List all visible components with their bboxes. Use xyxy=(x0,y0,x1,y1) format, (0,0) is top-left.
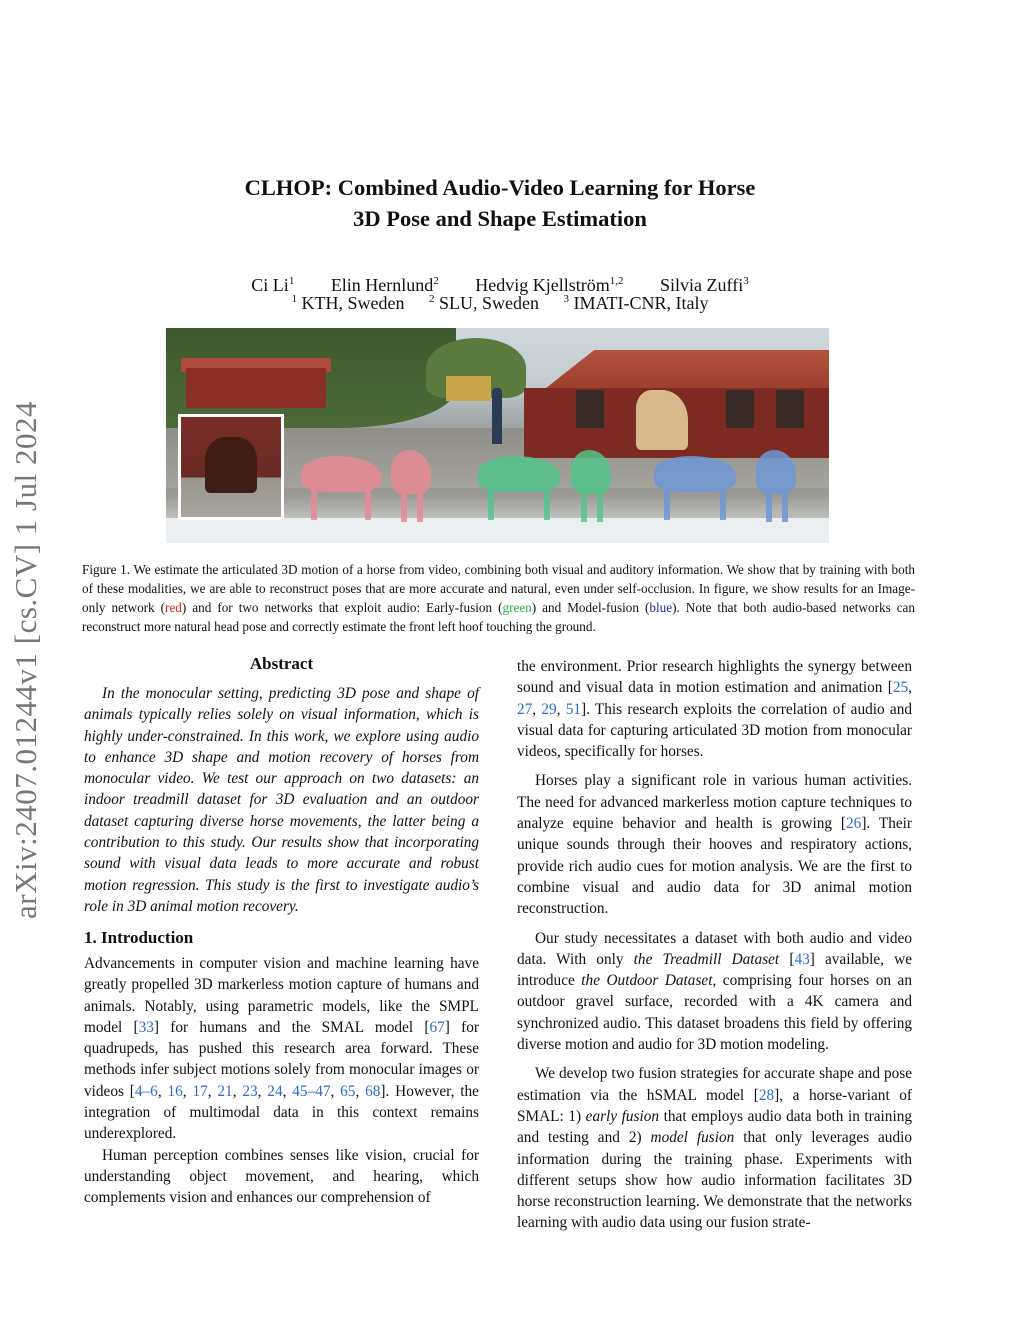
citation-link[interactable]: 67 xyxy=(429,1018,445,1036)
citation-link[interactable]: 16 xyxy=(167,1082,183,1100)
citation-link[interactable]: 23 xyxy=(242,1082,258,1100)
figure-1-image xyxy=(166,328,829,543)
barn-door xyxy=(776,390,804,428)
citation-link[interactable]: 27 xyxy=(517,700,533,718)
section-heading-introduction: 1. Introduction xyxy=(84,928,194,947)
abstract-heading: Abstract xyxy=(249,654,314,673)
input-image-inset xyxy=(178,414,284,520)
author: Ci Li$^1$ xyxy=(251,275,295,295)
affiliation-list xyxy=(150,293,850,314)
right-column-text: the environment. Prior research highlights the synergy between sound and visual data in motion estimation and animation [25, 27, 29, 51]. This research exploits the correlation of audio and visual data for capturing articulated 3D motion from monocular videos, specifically for horses. Horses play a significant role in various human activities. The need for advanced markerless motion capture techniques to analyze equine behavior and health is growing [26]. Their unique sounds through their hooves and respiratory actions, provide rich audio cues for motion analysis. We are the first to combine visual and audio data for 3D animal motion reconstruction. Our study necessitates a dataset with both audio and video data. With only the Treadmill Dataset [43] available, we introduce the Outdoor Dataset, comprising four horses on an outdoor gravel surface, recorded with a 4K camera and synchronized audio. This dataset broadens this field by offering diverse motion and audio for 3D motion modeling. We develop two fusion strategies for accurate shape and pose estimation via the hSMAL model [28], a horse-variant of SMAL: 1) early fusion that employs audio data both in training and testing and 2) model fusion that only leverages audio information during the training phase. Experiments with different setups show how audio information facilitates 3D horse reconstruction learning. We demonstrate that the networks learning with audio data using our fusion strate- xyxy=(517,658,913,1232)
barn-door xyxy=(726,390,754,428)
author: Elin Hernlund$^2$ xyxy=(330,275,439,295)
barn xyxy=(186,368,326,408)
citation-link[interactable]: 65 xyxy=(340,1082,356,1100)
citation-link[interactable]: 43 xyxy=(794,950,810,968)
abstract-text: In the monocular setting, predicting 3D pose and shape of animals typically relies solely on visual information, which is highly under-constrained. In this work, we explore using audio to enhance 3D shape and motion recovery of horses from monocular video. We test our approach on two datasets: an indoor treadmill dataset for 3D evaluation and an outdoor dataset capturing diverse horse movements, the latter being a contribution to this study. Our results show that incorporating sound with visual data leads to more accurate and robust motion regression. This study is the first to investigate audio’s role in 3D animal motion recovery. xyxy=(84,685,479,915)
citation-link[interactable]: 45–47 xyxy=(292,1082,331,1100)
citation-link[interactable]: 21 xyxy=(217,1082,233,1100)
citation-link[interactable]: 4–6 xyxy=(134,1082,158,1100)
title-line-2: 3D Pose and Shape Estimation xyxy=(353,206,647,231)
citation-link[interactable]: 17 xyxy=(192,1082,208,1100)
introduction-text: Advancements in computer vision and machine learning have greatly propelled 3D markerless motion capture of humans and animals. Notably, using parametric models, like the SMPL model [33] for humans and the SMAL model [67] for quadrupeds, has pushed this research area forward. These methods infer subject motions solely from monocular images or videos [4–6, 16, 17, 21, 23, 24, 45–47, 65, 68]. However, the integration of multimodal data in this context remains underexplored. Human perception combines senses like vision, crucial for understanding object movement, and hearing, which complements vision and enhances our comprehension of xyxy=(84,955,479,1207)
white-floor xyxy=(166,518,829,543)
house xyxy=(446,376,491,401)
citation-link[interactable]: 51 xyxy=(565,700,582,718)
author: Hedvig Kjellström$^{1,2}$ xyxy=(475,275,624,295)
arxiv-identifier: arXiv:2407.01244v1 [cs.CV] 1 Jul 2024 xyxy=(8,401,43,919)
horse-photo xyxy=(205,437,257,493)
citation-link[interactable]: 28 xyxy=(758,1086,775,1104)
paper-title xyxy=(150,172,850,234)
citation-link[interactable]: 68 xyxy=(365,1082,381,1100)
citation-link[interactable]: 24 xyxy=(267,1082,283,1100)
affiliation: $^3$ IMATI-CNR, Italy xyxy=(563,293,709,313)
citation-link[interactable]: 26 xyxy=(846,815,862,833)
affiliation: $^2$ SLU, Sweden xyxy=(429,293,539,313)
citation-link[interactable]: 25 xyxy=(892,679,909,697)
handler-person xyxy=(492,388,502,444)
barn-door xyxy=(576,390,604,428)
horse-photo xyxy=(636,390,688,450)
figure-caption: Figure 1. We estimate the articulated 3D motion of a horse from video, combining both visual and auditory information. We show that by training with both of these modalities, we are able to reconstruct poses that are more accurate and natural, even under self-occlusion. In figure, we show results for an Image-only network (red) and for two networks that exploit audio: Early-fusion (green) and Model-fusion (blue). Note that both audio-based networks can reconstruct more natural head pose and correctly estimate the front left hoof touching the ground. xyxy=(82,562,915,634)
author: Silvia Zuffi$^3$ xyxy=(660,275,749,295)
title-line-1: CLHOP: Combined Audio-Video Learning for Horse xyxy=(244,175,756,200)
citation-link[interactable]: 29 xyxy=(541,700,557,718)
affiliation: $^1$ KTH, Sweden xyxy=(291,293,405,313)
barn-roof xyxy=(516,350,829,392)
citation-link[interactable]: 33 xyxy=(138,1018,154,1036)
